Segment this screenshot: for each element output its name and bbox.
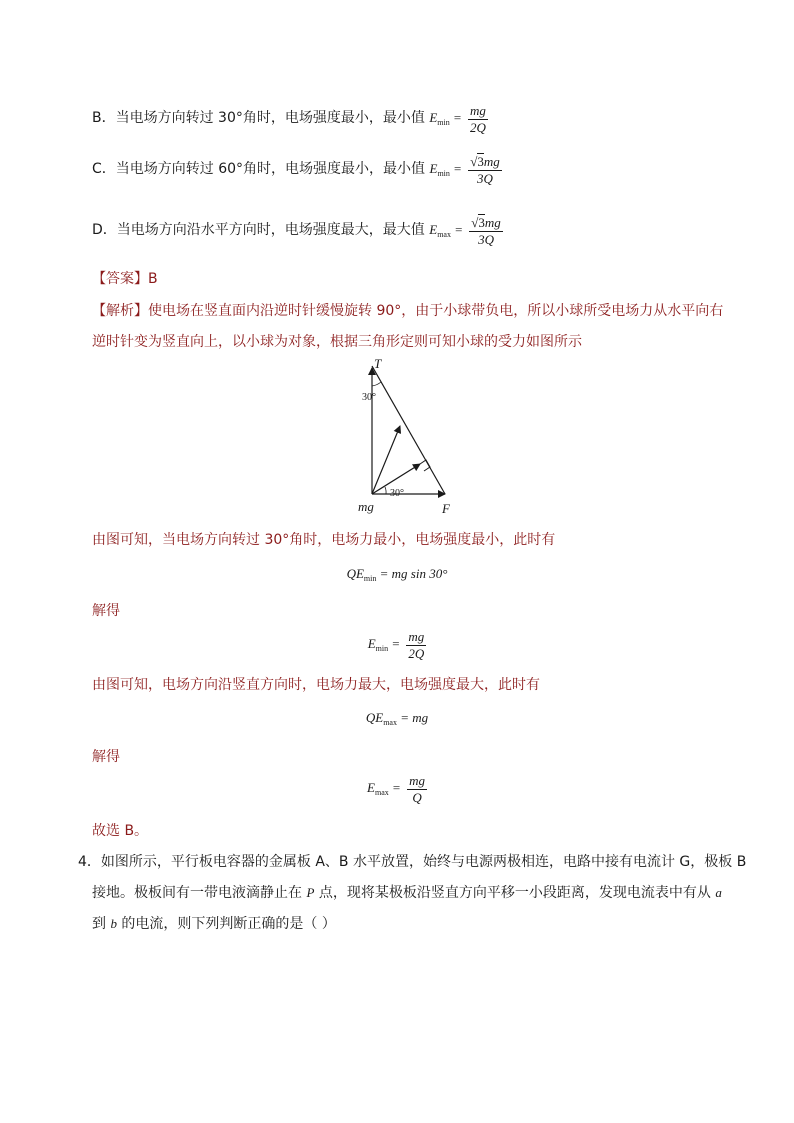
option-d-formula: $E_{max}$ = $\frac{√3mg}{3Q}$ bbox=[429, 215, 501, 247]
option-b-den: 2Q bbox=[470, 119, 486, 135]
q4-point-p: P bbox=[306, 885, 315, 900]
eq3-sub: max bbox=[383, 718, 397, 727]
eq2-den: 2Q bbox=[408, 645, 425, 661]
eq4-var: E bbox=[367, 780, 375, 796]
force-diagram bbox=[352, 356, 462, 518]
option-d-sqrt: 3 bbox=[478, 215, 485, 230]
equation-2 bbox=[0, 630, 794, 660]
eq2-var: E bbox=[367, 636, 376, 652]
analysis-line-3: 由图可知，当电场方向转过 30°角时，电场力最小，电场强度最小，此时有 bbox=[92, 532, 556, 548]
option-d-sub: max bbox=[437, 230, 451, 240]
eq4-sub: max bbox=[375, 788, 389, 798]
option-d bbox=[92, 216, 503, 246]
triangle-hypotenuse bbox=[372, 366, 445, 494]
option-d-den: 3Q bbox=[478, 231, 494, 247]
analysis-label: 【解析】 bbox=[92, 303, 148, 319]
q4-point-a: a bbox=[715, 885, 722, 900]
option-b-fraction bbox=[468, 104, 488, 134]
eq4-den: Q bbox=[412, 789, 422, 805]
eq1-sub: min bbox=[363, 574, 377, 583]
q4-line3-a: 到 bbox=[92, 916, 111, 932]
option-d-num-text: mg bbox=[484, 215, 501, 230]
sqrt-symbol: √ bbox=[470, 154, 478, 169]
option-c-sub: min bbox=[437, 169, 450, 179]
option-b-var: E bbox=[429, 110, 438, 126]
option-b bbox=[92, 104, 488, 134]
question-4-line-2 bbox=[92, 882, 722, 902]
eq3-rhs: = mg bbox=[396, 710, 429, 725]
eq1-var: QE bbox=[346, 566, 364, 581]
option-c-num bbox=[468, 155, 502, 171]
label-f: F bbox=[442, 501, 450, 516]
option-c-text: C．当电场方向转过 60°角时，电场强度最小，最小值 bbox=[92, 161, 426, 178]
option-c-var: E bbox=[429, 161, 438, 177]
q4-point-b: b bbox=[110, 916, 117, 931]
option-d-num bbox=[469, 216, 503, 232]
intermediate-vector-1 bbox=[372, 426, 400, 494]
option-c bbox=[92, 155, 502, 185]
option-c-num-text: mg bbox=[483, 154, 500, 169]
sqrt-symbol: √ bbox=[471, 215, 479, 230]
label-mg: mg bbox=[358, 499, 374, 514]
eq1-lhs bbox=[347, 566, 377, 581]
eq1-rhs: = mg sin 30° bbox=[376, 566, 448, 581]
option-c-fraction bbox=[468, 155, 502, 185]
analysis-line-1 bbox=[92, 300, 723, 320]
option-d-text: D．当电场方向沿水平方向时，电场强度最大，最大值 bbox=[92, 222, 425, 239]
eq2-fraction bbox=[406, 630, 426, 660]
option-b-text: B．当电场方向转过 30°角时，电场强度最小，最小值 bbox=[92, 110, 425, 127]
equation-1 bbox=[0, 566, 794, 582]
question-4-line-3 bbox=[92, 913, 336, 933]
answer-value: B bbox=[148, 271, 158, 287]
answer-label: 【答案】 bbox=[92, 271, 148, 287]
q4-line2-b: 点，现将某极板沿竖直方向平移一小段距离，发现电流表中有从 bbox=[314, 885, 716, 901]
equation-3 bbox=[0, 710, 794, 726]
solve-1: 解得 bbox=[92, 603, 120, 619]
eq3-lhs bbox=[366, 710, 397, 725]
q4-line2-a: 接地。极板间有一带电液滴静止在 bbox=[92, 885, 307, 901]
analysis-line-2: 逆时针变为竖直向上，以小球为对象，根据三角形定则可知小球的受力如图所示 bbox=[92, 334, 582, 350]
label-t: T bbox=[374, 356, 382, 371]
answer-line bbox=[92, 268, 158, 288]
eq4-formula: $E_{max}$ = $\frac{mg}{Q}$ bbox=[367, 773, 425, 805]
option-c-formula: $E_{min}$ = $\frac{√3mg}{3Q}$ bbox=[429, 154, 500, 186]
eq4-fraction bbox=[407, 774, 427, 804]
question-4-line-1: 4．如图所示，平行板电容器的金属板 A、B 水平放置，始终与电源两极相连，电路中接有电流计 G，极板 B bbox=[78, 854, 747, 870]
label-angle-top: 30° bbox=[362, 392, 376, 403]
analysis-line-4: 由图可知，电场方向沿竖直方向时，电场力最大，电场强度最大，此时有 bbox=[92, 677, 540, 693]
eq2-sub: min bbox=[375, 644, 389, 654]
eq2-formula: $E_{min}$ = $\frac{mg}{2Q}$ bbox=[367, 629, 425, 661]
option-c-den: 3Q bbox=[477, 170, 493, 186]
q4-line3-c: 的电流，则下列判断正确的是（ ） bbox=[116, 916, 336, 932]
conclusion: 故选 B。 bbox=[92, 823, 149, 839]
label-angle-bottom: 30° bbox=[390, 488, 404, 499]
top-angle-arc bbox=[372, 382, 381, 386]
eq4-num: mg bbox=[409, 773, 425, 788]
equation-4 bbox=[0, 774, 794, 804]
option-b-formula: $E_{min}$ = $\frac{mg}{2Q}$ bbox=[429, 103, 486, 135]
eq2-num: mg bbox=[408, 629, 425, 644]
option-d-fraction bbox=[469, 216, 503, 246]
eq3-var: QE bbox=[365, 710, 384, 725]
solve-2: 解得 bbox=[92, 749, 120, 765]
option-c-sqrt: 3 bbox=[477, 154, 484, 169]
option-b-sub: min bbox=[437, 118, 450, 128]
analysis-text-1: 使电场在竖直面内沿逆时针缓慢旋转 90°，由于小球带负电，所以小球所受电场力从水平向右 bbox=[148, 303, 724, 319]
option-d-var: E bbox=[429, 222, 438, 238]
option-b-num: mg bbox=[470, 103, 486, 118]
bottom-angle-arc bbox=[385, 487, 386, 494]
